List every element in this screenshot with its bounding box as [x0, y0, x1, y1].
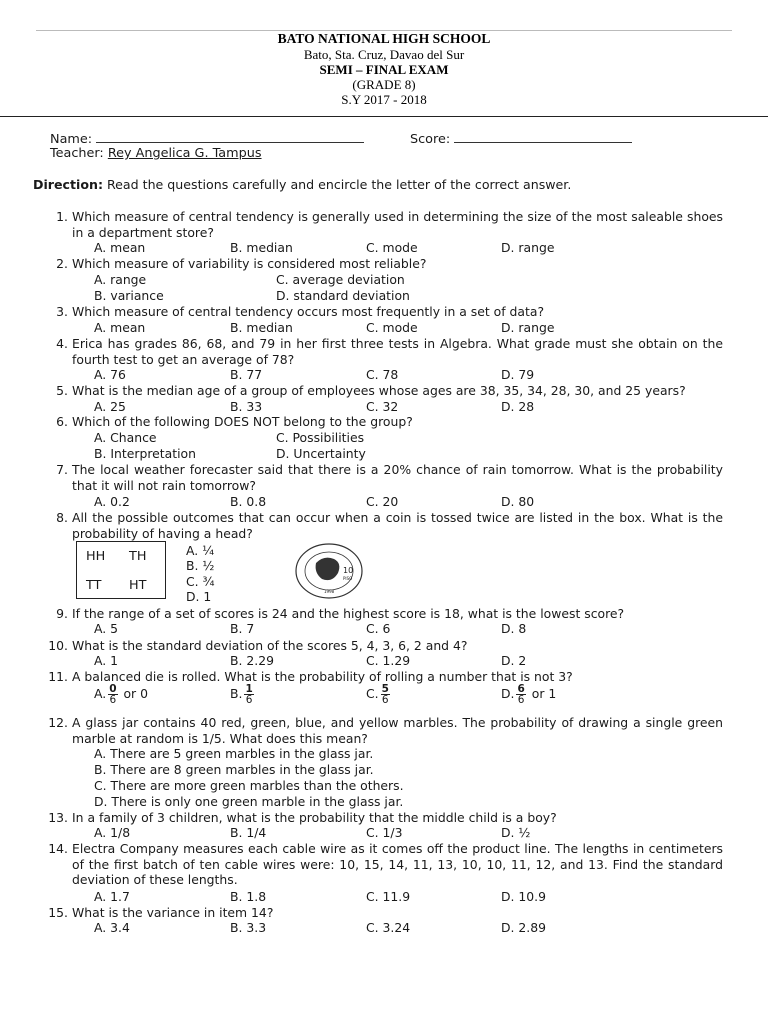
fraction	[516, 684, 525, 705]
question-text: The local weather forecaster said that there is a 20% chance of rain tomorrow. What is the probability that it will not rain tomorrow?	[72, 462, 723, 493]
name-label: Name:	[50, 132, 93, 147]
question-13	[48, 810, 723, 826]
option-c[interactable]: C. mode	[366, 240, 418, 255]
header-divider	[0, 116, 768, 117]
question-text: In a family of 3 children, what is the probability that the middle child is a boy?	[72, 810, 557, 825]
seal-unit: PISO	[343, 576, 353, 581]
options-13	[0, 825, 768, 841]
option-b[interactable]: B. There are 8 green marbles in the glass jar.	[94, 762, 374, 777]
outcome-th: TH	[129, 549, 147, 564]
option-a[interactable]: A. 25	[94, 399, 126, 414]
direction-text: Read the questions carefully and encircle the letter of the correct answer.	[102, 177, 572, 192]
option-b[interactable]: B. 33	[230, 399, 263, 414]
question-15	[48, 905, 723, 921]
option-letter: A.	[94, 686, 107, 701]
options-2-row1	[0, 272, 768, 288]
options-4	[0, 367, 768, 383]
question-number: 6.	[56, 414, 68, 429]
option-b[interactable]: B. ½	[186, 558, 215, 573]
option-c[interactable]: C. mode	[366, 320, 418, 335]
direction-label: Direction:	[33, 177, 103, 192]
question-number: 5.	[56, 383, 68, 398]
option-a[interactable]: A. 1/8	[94, 825, 131, 840]
option-c[interactable]: C. 32	[366, 399, 399, 414]
option-b[interactable]	[230, 684, 256, 705]
option-suffix: or 1	[527, 686, 557, 701]
question-number: 11.	[48, 669, 68, 684]
question-number: 4.	[56, 336, 68, 351]
question-3	[48, 304, 723, 320]
option-c[interactable]: C. average deviation	[276, 272, 405, 287]
option-a[interactable]: A. mean	[94, 320, 146, 335]
question-14	[48, 841, 723, 888]
options-6-row1	[0, 430, 768, 446]
option-c[interactable]: C. Possibilities	[276, 430, 365, 445]
option-b[interactable]: B. 77	[230, 367, 263, 382]
option-c[interactable]: C. 11.9	[366, 889, 411, 904]
option-c[interactable]: C. 3.24	[366, 920, 411, 935]
denominator: 6	[109, 694, 117, 706]
option-c[interactable]: C. 78	[366, 367, 399, 382]
question-number: 8.	[56, 510, 68, 525]
grade-level: (GRADE 8)	[352, 77, 416, 92]
school-address: Bato, Sta. Cruz, Davao del Sur	[303, 47, 465, 62]
question-number: 15.	[48, 905, 68, 920]
outcomes-box	[76, 541, 166, 599]
question-10	[48, 638, 723, 654]
question-number: 10.	[48, 638, 68, 653]
option-c[interactable]: C. 1.29	[366, 653, 411, 668]
question-number: 12.	[48, 715, 68, 730]
exam-title: SEMI – FINAL EXAM	[319, 62, 449, 77]
option-c[interactable]: C. 1/3	[366, 825, 403, 840]
options-15	[0, 920, 768, 936]
question-5	[48, 383, 723, 399]
teacher-line	[50, 146, 262, 161]
option-d[interactable]: D. 1	[186, 589, 212, 604]
option-a[interactable]	[94, 684, 148, 705]
question-number: 9.	[56, 606, 68, 621]
seal-value: 10	[343, 566, 354, 575]
numerator: 6	[517, 683, 525, 695]
fraction	[108, 684, 117, 705]
option-d[interactable]: D. There is only one green marble in the glass jar.	[94, 794, 404, 809]
direction	[33, 177, 571, 192]
question-4	[48, 336, 723, 367]
options-3	[0, 320, 768, 336]
name-line	[50, 130, 364, 147]
option-d[interactable]	[501, 684, 556, 705]
option-d[interactable]: D. range	[501, 240, 555, 255]
option-c[interactable]: C. 20	[366, 494, 399, 509]
school-name: BATO NATIONAL HIGH SCHOOL	[277, 31, 491, 46]
option-d[interactable]: D. 79	[501, 367, 535, 382]
option-d[interactable]: D. Uncertainty	[276, 446, 366, 461]
question-1	[48, 209, 723, 240]
fraction	[381, 684, 390, 705]
question-number: 14.	[48, 841, 68, 856]
question-8	[48, 510, 723, 541]
question-7	[48, 462, 723, 493]
question-number: 1.	[56, 209, 68, 224]
numerator: 1	[245, 683, 253, 695]
question-text: Erica has grades 86, 68, and 79 in her first three tests in Algebra. What grade must she obtain on the fourth test to get an average of 78?	[72, 336, 723, 367]
question-text: Which measure of central tendency is generally used in determining the size of the most saleable shoes in a department store?	[72, 209, 723, 240]
school-year: S.Y 2017 - 2018	[341, 92, 427, 107]
option-d[interactable]: D. range	[501, 320, 555, 335]
question-12	[48, 715, 723, 746]
option-a[interactable]: A. Chance	[94, 430, 157, 445]
option-a[interactable]: A. 0.2	[94, 494, 130, 509]
option-a[interactable]: A. ¼	[186, 543, 215, 558]
option-a[interactable]: A. There are 5 green marbles in the glass jar.	[94, 746, 374, 761]
question-number: 2.	[56, 256, 68, 271]
option-d[interactable]: D. 8	[501, 621, 527, 636]
question-text: Which of the following DOES NOT belong to the group?	[72, 414, 413, 429]
option-b[interactable]: B. 0.8	[230, 494, 267, 509]
options-10	[0, 653, 768, 669]
option-a[interactable]: A. 1.7	[94, 889, 130, 904]
option-c[interactable]: C. There are more green marbles than the others.	[94, 778, 404, 793]
name-blank[interactable]	[96, 130, 364, 143]
option-letter: B.	[230, 686, 243, 701]
options-9	[0, 621, 768, 637]
option-a[interactable]: A. 5	[94, 621, 119, 636]
option-b[interactable]: B. median	[230, 240, 293, 255]
option-b[interactable]: B. median	[230, 320, 293, 335]
option-b[interactable]: B. 1/4	[230, 825, 267, 840]
option-b[interactable]: B. variance	[94, 288, 164, 303]
question-text: A balanced die is rolled. What is the probability of rolling a number that is not 3?	[72, 669, 573, 684]
option-a[interactable]: A. 1	[94, 653, 119, 668]
options-6-row2	[0, 446, 768, 462]
question-text: What is the median age of a group of employees whose ages are 38, 35, 34, 28, 30, and 25 years?	[72, 383, 686, 398]
question-text: Which measure of central tendency occurs most frequently in a set of data?	[72, 304, 545, 319]
option-b[interactable]: B. 1.8	[230, 889, 267, 904]
options-2-row2	[0, 288, 768, 304]
seal-year: 1998	[324, 589, 335, 594]
option-suffix: or 0	[119, 686, 148, 701]
option-d[interactable]: D. 28	[501, 399, 535, 414]
option-d[interactable]: D. ½	[501, 825, 531, 840]
option-c[interactable]: C. ¾	[186, 574, 215, 589]
coin-seal-icon	[294, 543, 364, 599]
options-5	[0, 399, 768, 415]
question-text: What is the standard deviation of the scores 5, 4, 3, 6, 2 and 4?	[72, 638, 468, 653]
option-d[interactable]: D. 80	[501, 494, 535, 509]
options-7	[0, 494, 768, 510]
outcome-ht: HT	[129, 578, 147, 593]
option-c[interactable]	[366, 684, 392, 705]
outcome-hh: HH	[86, 549, 106, 564]
outcome-tt: TT	[86, 578, 102, 593]
question-2	[48, 256, 723, 272]
option-a[interactable]: A. range	[94, 272, 147, 287]
question-text: Which measure of variability is considered most reliable?	[72, 256, 427, 271]
denominator: 6	[517, 694, 525, 706]
teacher-name: Rey Angelica G. Tampus	[107, 146, 262, 161]
option-b[interactable]: B. 7	[230, 621, 255, 636]
question-number: 13.	[48, 810, 68, 825]
option-c[interactable]: C. 6	[366, 621, 391, 636]
question-6	[48, 414, 723, 430]
option-b[interactable]: B. Interpretation	[94, 446, 196, 461]
option-d[interactable]: D. 2.89	[501, 920, 547, 935]
teacher-label: Teacher:	[50, 146, 104, 161]
question-text: What is the variance in item 14?	[72, 905, 274, 920]
denominator: 6	[381, 694, 389, 706]
score-line	[410, 130, 632, 147]
question-text: If the range of a set of scores is 24 and the highest score is 18, what is the lowest score?	[72, 606, 625, 621]
option-d[interactable]: D. standard deviation	[276, 288, 410, 303]
option-letter: D.	[501, 686, 515, 701]
options-14	[0, 889, 768, 905]
question-number: 7.	[56, 462, 68, 477]
question-text: Electra Company measures each cable wire as it comes off the product line. The lengths in centimeters of the first batch of ten cable wires were: 10, 15, 14, 11, 13, 10, 10, 11, 12, and 13. Find the standard deviation of these lengths.	[72, 841, 723, 888]
question-9	[48, 606, 723, 622]
option-a[interactable]: A. mean	[94, 240, 146, 255]
question-text: A glass jar contains 40 red, green, blue, and yellow marbles. The probability of drawing a single green marble at random is 1/5. What does this mean?	[72, 715, 723, 746]
option-a[interactable]: A. 3.4	[94, 920, 130, 935]
options-1	[0, 240, 768, 256]
question-text: All the possible outcomes that can occur when a coin is tossed twice are listed in the box. What is the probability of having a head?	[72, 510, 723, 541]
score-blank[interactable]	[454, 130, 632, 143]
denominator: 6	[245, 694, 253, 706]
option-d[interactable]: D. 2	[501, 653, 527, 668]
option-b[interactable]: B. 3.3	[230, 920, 267, 935]
option-d[interactable]: D. 10.9	[501, 889, 547, 904]
fraction	[244, 684, 253, 705]
option-letter: C.	[366, 686, 379, 701]
option-b[interactable]: B. 2.29	[230, 653, 274, 668]
numerator: 0	[109, 683, 117, 695]
option-a[interactable]: A. 76	[94, 367, 126, 382]
numerator: 5	[381, 683, 389, 695]
score-label: Score:	[410, 132, 451, 147]
question-number: 3.	[56, 304, 68, 319]
